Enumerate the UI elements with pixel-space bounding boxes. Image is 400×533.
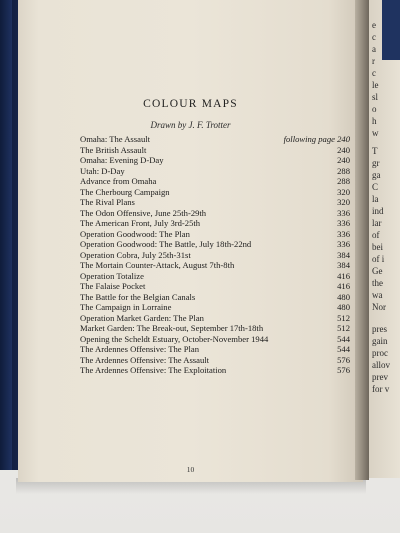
map-page-number: 240 — [337, 155, 350, 165]
map-title: The Campaign in Lorraine — [80, 302, 172, 312]
map-entry — [80, 313, 350, 324]
facing-page-text: ind — [372, 206, 384, 216]
facing-page-text: pres — [372, 324, 387, 334]
facing-page-text: Ge — [372, 266, 383, 276]
map-entry — [80, 239, 350, 250]
map-page-number: 288 — [337, 165, 350, 176]
map-entry — [80, 250, 350, 261]
map-page-number: 320 — [337, 186, 350, 197]
facing-page-text: T — [372, 146, 378, 156]
page-number: 10 — [186, 465, 195, 474]
facing-page-text: w — [372, 128, 379, 138]
facing-page-text: le — [372, 80, 379, 90]
map-title: Omaha: Evening D-Day — [80, 155, 164, 165]
map-entry — [80, 334, 350, 345]
map-entry — [80, 155, 350, 166]
map-title: The Rival Plans — [80, 197, 135, 207]
facing-page-text: prev — [372, 372, 388, 382]
map-page-number: 544 — [337, 333, 350, 344]
facing-page-text: C — [372, 182, 379, 192]
map-entry — [80, 355, 350, 366]
facing-page-text: la — [372, 194, 379, 204]
facing-page-text: h — [372, 116, 377, 126]
map-title: Operation Goodwood: The Plan — [80, 228, 190, 239]
map-title: Advance from Omaha — [80, 176, 157, 186]
map-title: Utah: D-Day — [80, 165, 125, 176]
facing-page-text: e — [372, 20, 376, 30]
facing-page-text: gain — [372, 336, 388, 346]
book-cover-right — [382, 0, 400, 60]
map-entry — [80, 208, 350, 219]
facing-page-text: r — [372, 56, 375, 66]
map-entry — [80, 229, 350, 240]
map-title: Opening the Scheldt Estuary, October-November 1944 — [80, 333, 269, 344]
facing-page-text: for v — [372, 384, 390, 394]
map-title: The Mortain Counter-Attack, August 7th-8th — [80, 260, 235, 270]
map-page-number: 576 — [337, 354, 350, 365]
facing-page-text: c — [372, 68, 376, 78]
map-title: Market Garden: The Break-out, September 17th-18th — [80, 323, 264, 333]
facing-page-text: bei — [372, 242, 383, 252]
map-entry — [80, 176, 350, 187]
map-page-number: 384 — [337, 249, 350, 260]
facing-page-text: o — [372, 104, 377, 114]
facing-page-text: of — [372, 230, 380, 240]
map-entry — [80, 281, 350, 292]
map-page-number: 512 — [337, 323, 350, 333]
map-page-number: 416 — [337, 270, 350, 281]
map-title: The Cherbourg Campaign — [80, 186, 170, 197]
map-title: The Ardennes Offensive: The Assault — [80, 354, 210, 365]
map-page-number: 336 — [337, 239, 350, 249]
map-entry — [80, 260, 350, 271]
map-title: The Odon Offensive, June 25th-29th — [80, 207, 207, 218]
map-entry — [80, 134, 350, 145]
map-entry — [80, 187, 350, 198]
map-page-number: following page 240 — [283, 134, 350, 144]
map-entry — [80, 218, 350, 229]
map-title: The American Front, July 3rd-25th — [80, 218, 201, 228]
map-title: The Ardennes Offensive: The Plan — [80, 344, 200, 354]
map-entry — [80, 365, 350, 376]
map-page-number: 480 — [337, 291, 350, 302]
map-title: Operation Cobra, July 25th-31st — [80, 249, 191, 260]
facing-page-text: sl — [372, 92, 379, 102]
map-page-number: 336 — [337, 228, 350, 239]
map-entry — [80, 323, 350, 334]
map-title: Operation Totalize — [80, 270, 144, 281]
map-page-number: 480 — [337, 302, 350, 312]
maps-list — [80, 134, 350, 376]
map-page-number: 336 — [337, 207, 350, 218]
map-entry — [80, 302, 350, 313]
map-page-number: 416 — [337, 281, 350, 291]
facing-page-text: ga — [372, 170, 381, 180]
facing-page-text: wa — [372, 290, 383, 300]
map-entry — [80, 166, 350, 177]
map-page-number: 288 — [337, 176, 350, 186]
facing-page-text: Nor — [372, 302, 386, 312]
map-page-number: 544 — [337, 344, 350, 354]
map-entry — [80, 344, 350, 355]
map-title: Omaha: The Assault — [80, 134, 151, 144]
facing-page-text: allov — [372, 360, 390, 370]
facing-page-text: c — [372, 32, 376, 42]
map-entry — [80, 271, 350, 282]
facing-page-text: the — [372, 278, 383, 288]
map-page-number: 336 — [337, 218, 350, 228]
map-title: The Falaise Pocket — [80, 281, 146, 291]
map-page-number: 240 — [337, 144, 350, 155]
page-byline: Drawn by J. F. Trotter — [150, 120, 231, 130]
map-title: The Ardennes Offensive: The Exploitation — [80, 365, 227, 375]
map-title: Operation Market Garden: The Plan — [80, 312, 204, 323]
map-page-number: 512 — [337, 312, 350, 323]
facing-page — [369, 0, 400, 478]
page-gutter — [355, 0, 369, 480]
facing-page-text: lar — [372, 218, 382, 228]
page-heading: COLOUR MAPS — [143, 98, 238, 110]
facing-page-text: proc — [372, 348, 388, 358]
map-page-number: 384 — [337, 260, 350, 270]
map-entry — [80, 292, 350, 303]
map-entry — [80, 197, 350, 208]
map-title: Operation Goodwood: The Battle, July 18th-22nd — [80, 239, 252, 249]
facing-page-text: gr — [372, 158, 380, 168]
map-title: The Battle for the Belgian Canals — [80, 291, 196, 302]
facing-page-text: a — [372, 44, 376, 54]
map-title: The British Assault — [80, 144, 147, 155]
map-entry — [80, 145, 350, 156]
map-page-number: 320 — [337, 197, 350, 207]
map-page-number: 576 — [337, 365, 350, 375]
facing-page-text: of i — [372, 254, 385, 264]
